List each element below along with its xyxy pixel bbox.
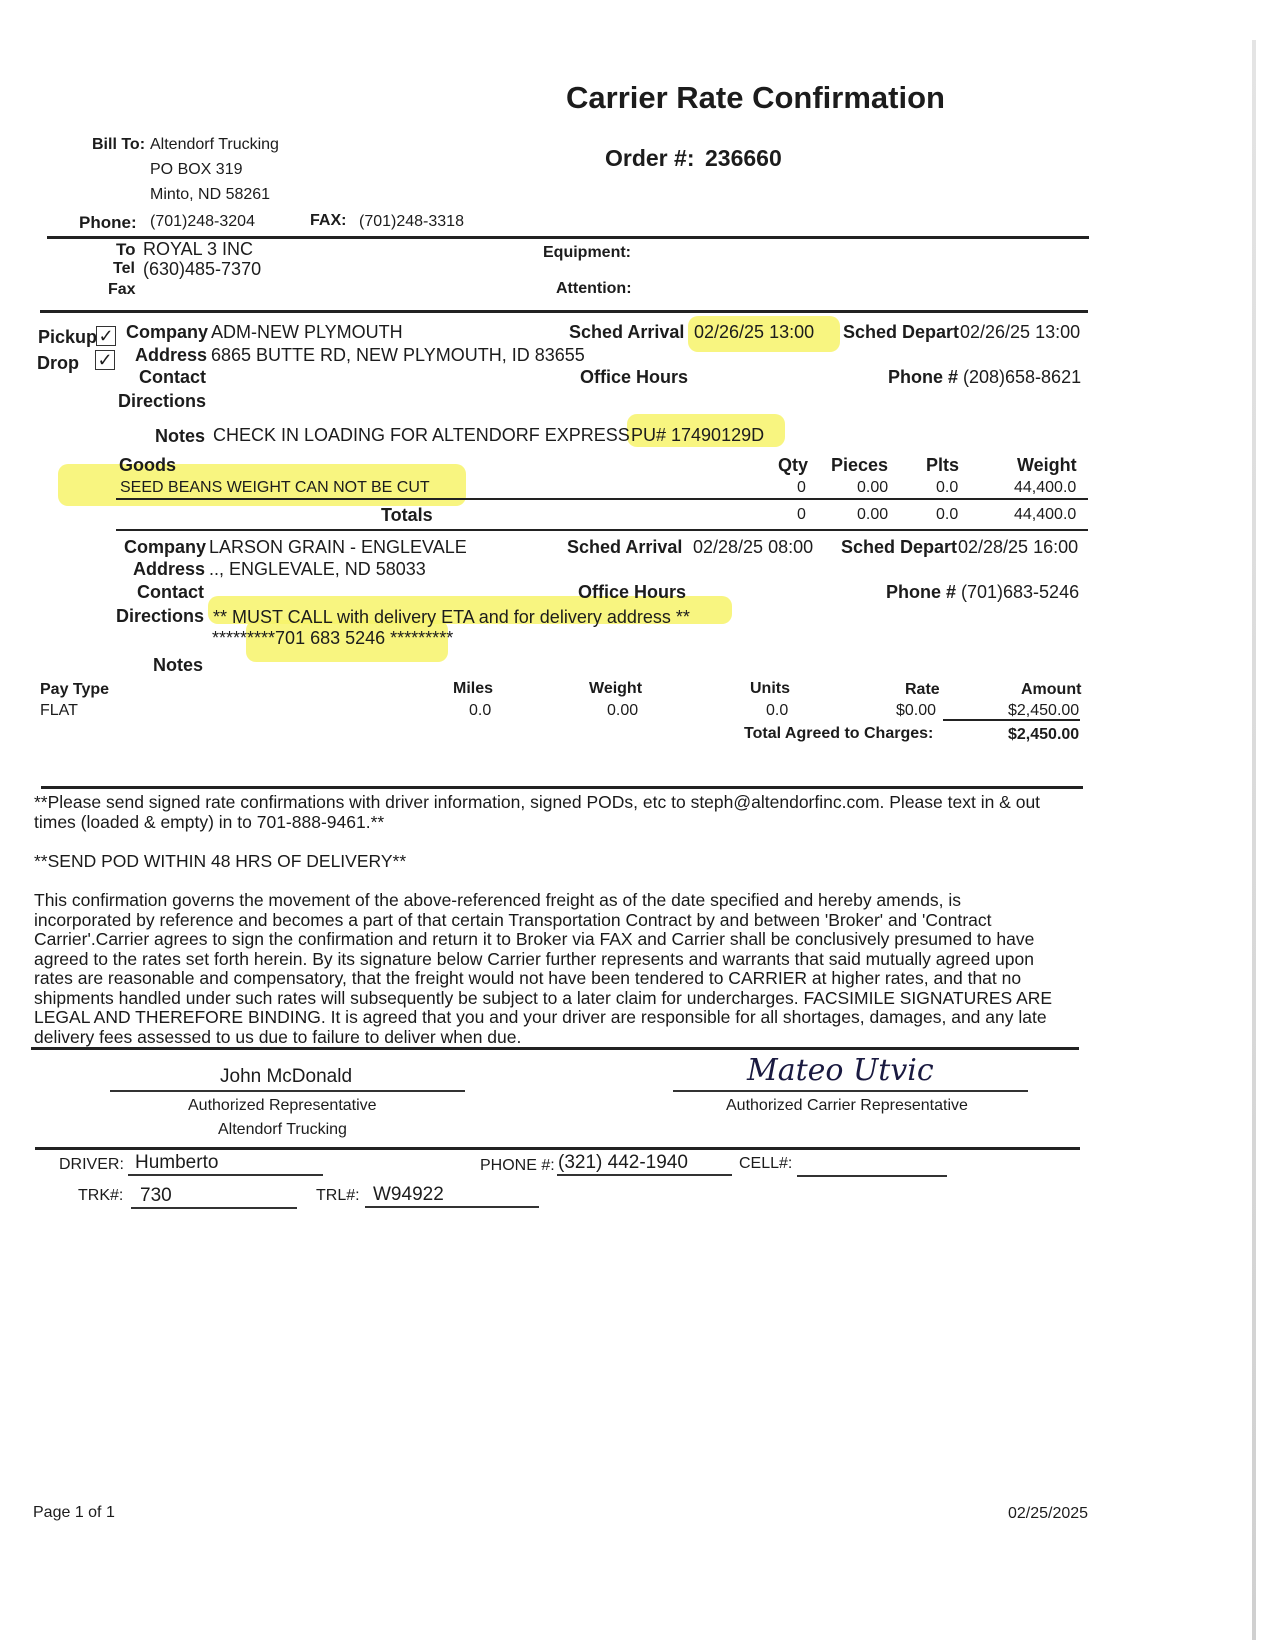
drop-company-label: Company bbox=[124, 537, 207, 557]
equipment-label: Equipment: bbox=[543, 244, 631, 261]
signature-line bbox=[110, 1090, 465, 1092]
plts-header: Plts bbox=[926, 455, 960, 475]
truck-number[interactable]: 730 bbox=[140, 1185, 172, 1206]
goods-header: Goods bbox=[119, 455, 176, 475]
trailer-field-line bbox=[365, 1206, 539, 1208]
drop-directions-label: Directions bbox=[116, 606, 205, 626]
pay-type: FLAT bbox=[40, 702, 78, 719]
pay-rate: $0.00 bbox=[896, 702, 937, 719]
instructions-line1b: times (loaded & empty) in to 701-888-9461.** bbox=[34, 812, 385, 832]
bill-to-fax-label: FAX: bbox=[310, 212, 347, 229]
scan-edge bbox=[1252, 40, 1256, 1640]
drop-office-hours-label: Office Hours bbox=[578, 582, 687, 602]
pickup-contact-label: Contact bbox=[139, 367, 206, 387]
driver-phone[interactable]: (321) 442-1940 bbox=[558, 1152, 688, 1173]
carrier-representative-title: Authorized Carrier Representative bbox=[726, 1097, 968, 1114]
pickup-company-label: Company bbox=[126, 322, 209, 342]
amount-header: Amount bbox=[1021, 681, 1082, 698]
order-label: Order #: bbox=[605, 145, 695, 171]
broker-representative-name: John McDonald bbox=[220, 1066, 353, 1087]
pickup-phone: (208)658-8621 bbox=[963, 367, 1082, 387]
broker-representative-title: Authorized Representative bbox=[188, 1097, 377, 1114]
pickup-sched-depart-label: Sched Depart bbox=[843, 322, 960, 342]
bill-to-phone: (701)248-3204 bbox=[150, 213, 255, 230]
terms-line: delivery fees assessed to us due to failure to deliver when due. bbox=[34, 1026, 522, 1047]
goods-plts: 0.0 bbox=[936, 479, 959, 496]
to-name: ROYAL 3 INC bbox=[143, 239, 254, 259]
broker-company: Altendorf Trucking bbox=[218, 1121, 347, 1138]
goods-qty: 0 bbox=[797, 479, 806, 496]
weight-header: Weight bbox=[1017, 455, 1077, 475]
signature-line bbox=[673, 1090, 1028, 1092]
trailer-label: TRL#: bbox=[316, 1187, 360, 1204]
terms-line: LEGAL AND THEREFORE BINDING. It is agreed that you and your driver are responsible for all shortages, damages, and any late bbox=[34, 1007, 1047, 1027]
pickup-sched-arrival: 02/26/25 13:00 bbox=[694, 322, 815, 342]
phone-field-line bbox=[557, 1174, 732, 1176]
truck-field-line bbox=[131, 1207, 297, 1209]
to-tel-label: Tel bbox=[113, 260, 135, 277]
total-charges: $2,450.00 bbox=[1008, 726, 1080, 743]
terms-line: Carrier'.Carrier agrees to sign the confirmation and return it to Broker via FAX and Carrier shall be conclusively presumed to have bbox=[34, 929, 1035, 949]
pieces-header: Pieces bbox=[831, 455, 889, 475]
cell-field-line bbox=[797, 1175, 947, 1177]
drop-sched-depart-label: Sched Depart bbox=[841, 537, 958, 557]
driver-name[interactable]: Humberto bbox=[135, 1152, 219, 1173]
terms-line: shipments handled under such rates will subsequently be subject to a later claim for undercharges. FACSIMILE SIGNATURES ARE bbox=[34, 987, 1053, 1008]
pickup-sched-depart: 02/26/25 13:00 bbox=[960, 322, 1081, 342]
goods-description: SEED BEANS WEIGHT CAN NOT BE CUT bbox=[120, 479, 430, 496]
pickup-checkbox[interactable]: ✓ bbox=[96, 326, 116, 346]
drop-directions-line1: ** MUST CALL with delivery ETA and for delivery address ** bbox=[213, 607, 690, 627]
truck-label: TRK#: bbox=[78, 1187, 124, 1204]
drop-phone-label: Phone # bbox=[886, 582, 957, 602]
divider bbox=[116, 529, 1088, 531]
page-number: Page 1 of 1 bbox=[33, 1504, 115, 1521]
pickup-notes-pu-number: PU# 17490129D bbox=[631, 425, 765, 445]
pickup-phone-label: Phone # bbox=[888, 367, 959, 387]
divider bbox=[943, 719, 1080, 721]
pickup-directions-label: Directions bbox=[118, 391, 207, 411]
totals-weight: 44,400.0 bbox=[1014, 506, 1077, 523]
divider bbox=[31, 1047, 1079, 1050]
pay-weight-header: Weight bbox=[589, 680, 643, 697]
drop-label: Drop bbox=[37, 353, 79, 373]
units-header: Units bbox=[750, 680, 790, 697]
drop-sched-arrival: 02/28/25 08:00 bbox=[693, 537, 814, 557]
pickup-notes: CHECK IN LOADING FOR ALTENDORF EXPRESS bbox=[213, 425, 630, 445]
trailer-number[interactable]: W94922 bbox=[373, 1184, 444, 1205]
goods-weight: 44,400.0 bbox=[1014, 479, 1077, 496]
pickup-notes-label: Notes bbox=[155, 426, 206, 446]
drop-address: .., ENGLEVALE, ND 58033 bbox=[209, 559, 426, 579]
drop-notes-label: Notes bbox=[153, 655, 204, 675]
pay-weight: 0.00 bbox=[607, 702, 639, 719]
divider bbox=[40, 310, 1088, 313]
total-charges-label: Total Agreed to Charges: bbox=[744, 725, 934, 742]
to-fax-label: Fax bbox=[108, 281, 136, 298]
drop-phone: (701)683-5246 bbox=[961, 582, 1080, 602]
driver-field-line bbox=[128, 1174, 323, 1176]
pay-amount: $2,450.00 bbox=[1008, 702, 1080, 719]
drop-company: LARSON GRAIN - ENGLEVALE bbox=[209, 537, 467, 557]
divider bbox=[35, 1147, 1080, 1150]
pickup-address: 6865 BUTTE RD, NEW PLYMOUTH, ID 83655 bbox=[211, 345, 585, 365]
totals-label: Totals bbox=[381, 505, 433, 525]
pay-units: 0.0 bbox=[766, 702, 789, 719]
bill-to-address2: Minto, ND 58261 bbox=[150, 186, 271, 203]
driver-phone-label: PHONE #: bbox=[480, 1157, 555, 1174]
bill-to-phone-label: Phone: bbox=[79, 213, 137, 232]
to-label: To bbox=[116, 240, 136, 259]
page-title: Carrier Rate Confirmation bbox=[566, 80, 945, 115]
pickup-address-label: Address bbox=[135, 345, 208, 365]
pay-miles: 0.0 bbox=[469, 702, 492, 719]
bill-to-name: Altendorf Trucking bbox=[150, 136, 279, 153]
terms-line: This confirmation governs the movement of the above-referenced freight as of the date specified and hereby amends, is bbox=[34, 890, 962, 910]
drop-sched-depart: 02/28/25 16:00 bbox=[958, 537, 1079, 557]
totals-qty: 0 bbox=[797, 506, 806, 523]
pickup-office-hours-label: Office Hours bbox=[580, 367, 689, 387]
order-number: 236660 bbox=[705, 145, 782, 171]
cell-label: CELL#: bbox=[739, 1155, 793, 1172]
pay-type-header: Pay Type bbox=[40, 681, 110, 698]
pickup-label: Pickup bbox=[38, 327, 98, 347]
divider bbox=[41, 786, 1083, 789]
drop-sched-arrival-label: Sched Arrival bbox=[567, 537, 683, 557]
driver-label: DRIVER: bbox=[59, 1156, 124, 1173]
carrier-signature: Mateo Utvic bbox=[747, 1053, 934, 1088]
to-tel: (630)485-7370 bbox=[143, 259, 262, 279]
drop-directions-line2: *********701 683 5246 ********* bbox=[212, 628, 454, 648]
bill-to-fax: (701)248-3318 bbox=[359, 213, 464, 230]
attention-label: Attention: bbox=[556, 280, 632, 297]
divider bbox=[116, 498, 1088, 500]
pickup-sched-arrival-label: Sched Arrival bbox=[569, 322, 685, 342]
terms-line: incorporated by reference and becomes a part of that certain Transportation Contract by and between 'Broker' and 'Contract bbox=[34, 909, 992, 930]
bill-to-label: Bill To: bbox=[92, 136, 146, 153]
rate-header: Rate bbox=[905, 681, 940, 698]
terms-line: agreed to the rates set forth herein. By its signature below Carrier further represents and warrants that said mutually agreed upon bbox=[34, 948, 1034, 969]
drop-checkbox[interactable]: ✓ bbox=[95, 350, 115, 370]
print-date: 02/25/2025 bbox=[1008, 1505, 1089, 1522]
drop-contact-label: Contact bbox=[137, 582, 204, 602]
goods-pieces: 0.00 bbox=[857, 479, 889, 496]
bill-to-address1: PO BOX 319 bbox=[150, 161, 243, 178]
pod-instruction: **SEND POD WITHIN 48 HRS OF DELIVERY** bbox=[34, 851, 407, 871]
terms-line: rates are reasonable and compensatory, that the freight would not have been tendered to CARRIER at higher rates, and that no bbox=[34, 968, 1022, 988]
totals-pieces: 0.00 bbox=[857, 506, 889, 523]
pickup-company: ADM-NEW PLYMOUTH bbox=[211, 322, 403, 342]
totals-plts: 0.0 bbox=[936, 506, 959, 523]
instructions-line1a: **Please send signed rate confirmations with driver information, signed PODs, etc to steph@altendorfinc.com. Please text in & out bbox=[34, 792, 1041, 812]
miles-header: Miles bbox=[453, 680, 494, 697]
drop-address-label: Address bbox=[133, 559, 206, 579]
qty-header: Qty bbox=[778, 455, 809, 475]
